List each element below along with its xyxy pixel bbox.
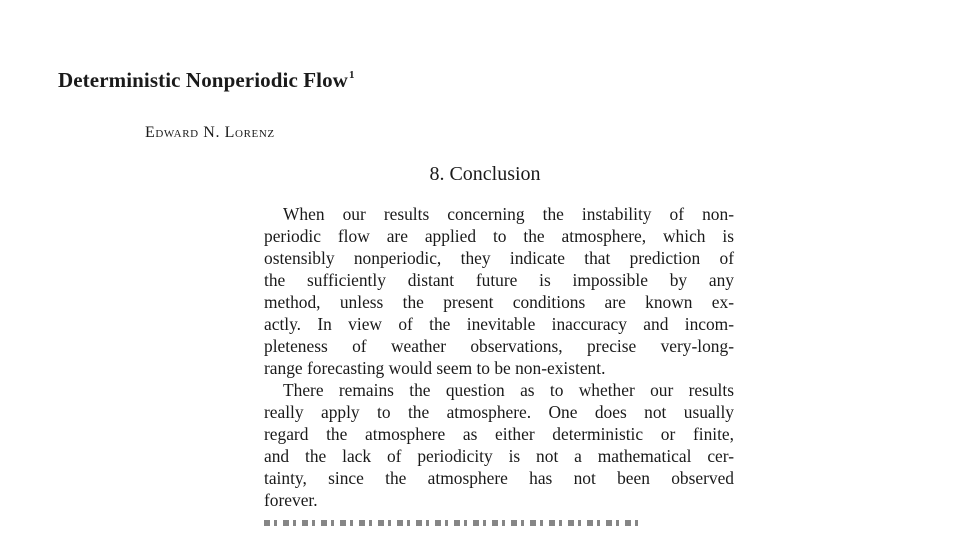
text-line: There remains the question as to whether our results (283, 380, 734, 400)
text-line: forever. (264, 490, 318, 510)
paper-title (58, 70, 355, 91)
text-line: regard the atmosphere as either deterministic or finite, (264, 424, 734, 444)
text-line: When our results concerning the instability of non- (283, 204, 734, 224)
title-footnote-marker: 1 (348, 69, 355, 81)
text-line: tainty, since the atmosphere has not been observed (264, 468, 734, 488)
text-line: and the lack of periodicity is not a mathematical cer- (264, 446, 734, 466)
text-line: really apply to the atmosphere. One does not usually (264, 402, 734, 422)
text-line: actly. In view of the inevitable inaccuracy and incom- (264, 314, 734, 334)
text-line: the sufficiently distant future is impossible by any (264, 270, 734, 290)
text-line: range forecasting would seem to be non-existent. (264, 358, 606, 378)
text-line: periodic flow are applied to the atmosphere, which is (264, 226, 734, 246)
paper-title-text: Deterministic Nonperiodic Flow (58, 68, 348, 92)
text-line: ostensibly nonperiodic, they indicate that prediction of (264, 248, 734, 268)
text-line: pleteness of weather observations, precise very-long- (264, 336, 734, 356)
section-heading: 8. Conclusion (429, 163, 541, 185)
text-line: method, unless the present conditions are known ex- (264, 292, 734, 312)
author-name: Edward N. Lorenz (145, 124, 275, 141)
cropped-next-line (264, 520, 644, 526)
conclusion-body (264, 203, 734, 511)
